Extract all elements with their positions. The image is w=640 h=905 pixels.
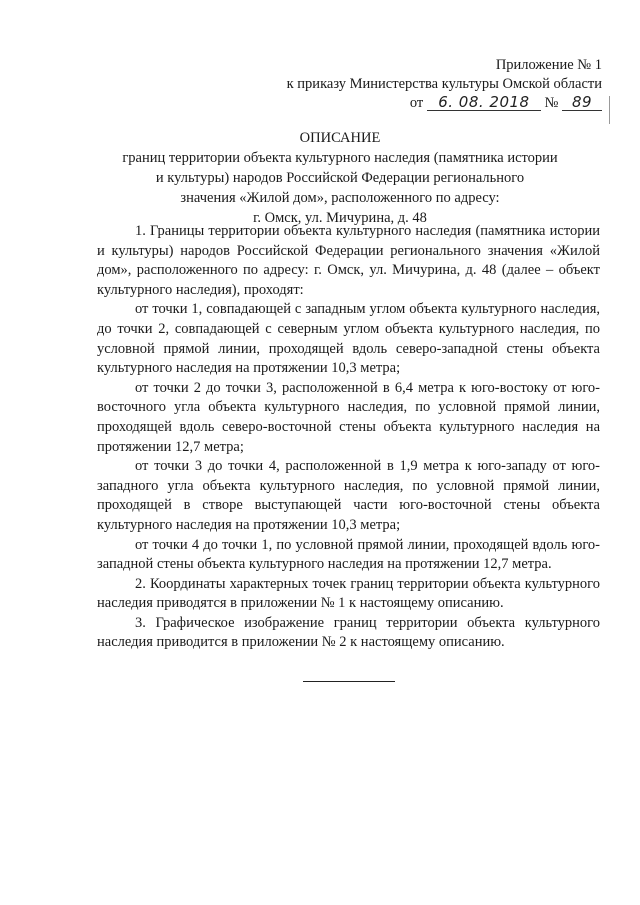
number-prefix: №	[544, 95, 559, 111]
paragraph-coordinates: 2. Координаты характерных точек границ территории объекта культурного наследия приводятся в приложении № 1 к настоящему описанию.	[97, 575, 600, 612]
handwritten-order-number: 89	[562, 94, 602, 111]
document-heading	[60, 128, 620, 228]
appendix-header	[262, 56, 602, 113]
document-title: ОПИСАНИЕ	[299, 130, 381, 146]
paragraph-point-4-1: от точки 4 до точки 1, по условной прямой линии, проходящей вдоль юго-западной стены объекта культурного наследия на протяжении 12,7 метра.	[97, 536, 600, 573]
closing-rule	[303, 681, 395, 682]
heading-line-3: значения «Жилой дом», расположенного по адресу:	[180, 190, 500, 206]
paragraph-point-2-3: от точки 2 до точки 3, расположенной в 6,4 метра к юго-востоку от юго-восточного угла объекта культурного наследия, по условной прямой линии, проходящей вдоль северо-восточной стены объекта культурного наследия на протяжении 12,7 метра;	[97, 379, 600, 455]
handwritten-date: 6. 08. 2018	[427, 94, 541, 111]
heading-line-2: и культуры) народов Российской Федерации регионального	[155, 170, 525, 186]
paragraph-boundaries: 1. Границы территории объекта культурного наследия (памятника истории и культуры) народов Российской Федерации регионального значения «Жилой дом», расположенного по адресу: г. Омск, ул. Мичурина, д. 48 (далее – объект культурного наследия), проходят:	[97, 223, 600, 298]
paragraph-graphic: 3. Графическое изображение границ территории объекта культурного наследия приводится в приложении № 2 к настоящему описанию.	[97, 614, 600, 651]
date-prefix: от	[409, 95, 424, 111]
scan-margin-mark	[609, 96, 610, 124]
appendix-title: Приложение № 1	[495, 57, 602, 73]
paragraph-point-3-4: от точки 3 до точки 4, расположенной в 1,9 метра к юго-западу от юго-западного угла объекта культурного наследия, по условной прямой линии, проходящей в створе выступающей части юго-восточной стены объекта культурного наследия на протяжении 10,3 метра;	[97, 458, 600, 533]
heading-line-4: г. Омск, ул. Мичурина, д. 48	[253, 210, 427, 226]
document-body	[97, 222, 600, 653]
heading-line-1: границ территории объекта культурного наследия (памятника истории	[122, 150, 558, 166]
appendix-order-reference: к приказу Министерства культуры Омской области	[286, 76, 602, 92]
appendix-date-number-line	[262, 94, 602, 113]
paragraph-point-1-2: от точки 1, совпадающей с западным углом объекта культурного наследия, до точки 2, совпадающей с северным углом объекта культурного наследия, по условной прямой линии, проходящей вдоль северо-западной стены объекта культурного наследия на протяжении 10,3 метра;	[97, 301, 600, 377]
